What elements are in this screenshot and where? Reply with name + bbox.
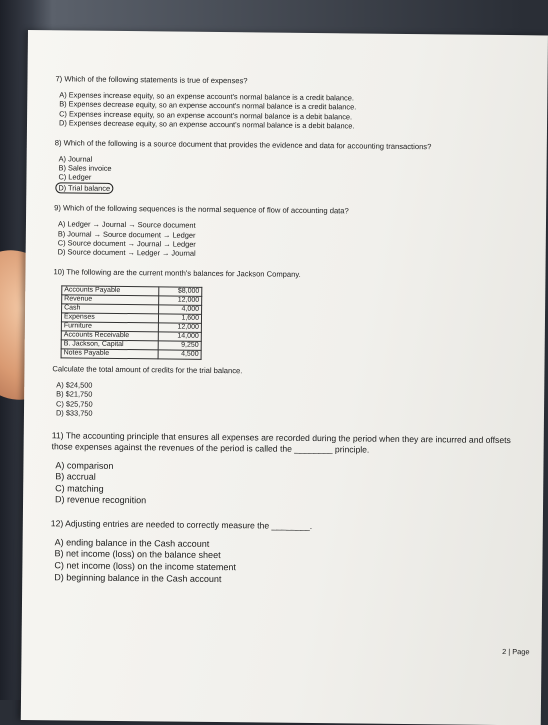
question-text: 11) The accounting principle that ensures all expenses are recorded during the period when they are incurred and offsets those expenses against the revenues of the period is called the ________ principle.	[51, 429, 511, 455]
option-b: B) Journal → Source document → Ledger	[57, 228, 196, 240]
account-name: Expenses	[61, 313, 158, 323]
option-a: A) ending balance in the Cash account	[54, 537, 210, 549]
account-name: Notes Payable	[61, 349, 158, 359]
account-amount: 4,500	[158, 350, 201, 359]
option-d: D) beginning balance in the Cash account	[54, 571, 222, 584]
question-text: 10) The following are the current month's balances for Jackson Company.	[53, 267, 301, 279]
option-b: B) $21,750	[56, 389, 93, 399]
option-d: D) Source document → Ledger → Journal	[57, 247, 196, 259]
question-10	[52, 267, 524, 423]
account-amount: 1,600	[158, 314, 201, 323]
account-amount: 9,250	[158, 341, 201, 350]
account-amount: 14,000	[158, 332, 201, 341]
paper-sheet	[21, 30, 548, 725]
account-name: Cash	[62, 304, 159, 314]
question-prompt: Calculate the total amount of credits for the trial balance.	[52, 364, 243, 376]
account-name: Accounts Payable	[62, 286, 159, 296]
exam-content	[50, 74, 525, 598]
account-amount: 12,000	[158, 323, 201, 332]
option-c: C) Expenses increase equity, so an expense account's normal balance is a debit balance.	[59, 109, 353, 122]
option-a: A) $24,500	[56, 380, 93, 390]
page-number: 2 | Page	[502, 646, 530, 657]
question-text: 7) Which of the following statements is true of expenses?	[55, 74, 248, 86]
question-text: 9) Which of the following sequences is the normal sequence of flow of accounting data?	[54, 203, 349, 216]
question-9	[54, 204, 525, 263]
option-a: A) comparison	[55, 459, 114, 471]
option-d: D) revenue recognition	[55, 494, 147, 506]
account-name: Accounts Receivable	[61, 331, 158, 341]
option-b: B) net income (loss) on the balance sheet	[54, 548, 221, 561]
option-a: A) Expenses increase equity, so an expense account's normal balance is a credit balance.	[59, 90, 354, 103]
account-name: Revenue	[62, 295, 159, 305]
question-12	[50, 518, 521, 588]
option-c: C) Ledger	[58, 172, 92, 183]
question-11	[51, 430, 522, 511]
question-8	[54, 138, 525, 199]
option-a: A) Ledger → Journal → Source document	[57, 219, 196, 231]
account-name: B. Jackson, Capital	[61, 340, 158, 350]
question-7	[55, 74, 526, 133]
question-text: 8) Which of the following is a source document that provides the evidence and data for accounting transactions?	[54, 137, 432, 151]
option-d: D) $33,750	[55, 408, 93, 418]
account-amount: $8,000	[159, 287, 202, 296]
option-b: B) Expenses decrease equity, so an expense account's normal balance is a credit balance.	[59, 99, 357, 112]
account-amount: 4,000	[159, 305, 202, 314]
option-c: C) matching	[55, 482, 104, 494]
option-a: A) Journal	[58, 153, 93, 164]
account-amount: 12,000	[159, 296, 202, 305]
option-d: D) Expenses decrease equity, so an expense account's normal balance is a debit balance.	[58, 118, 355, 131]
option-b: B) Sales invoice	[58, 163, 112, 173]
option-c: C) net income (loss) on the income statement	[54, 560, 237, 573]
option-c: C) Source document → Journal → Ledger	[57, 238, 196, 249]
question-text: 12) Adjusting entries are needed to correctly measure the ________.	[50, 518, 313, 531]
table-row	[61, 349, 201, 359]
option-b: B) accrual	[55, 471, 96, 482]
account-name: Furniture	[61, 322, 158, 332]
balances-table	[61, 285, 203, 359]
option-c: C) $25,750	[56, 399, 93, 409]
circled-answer: D) Trial balance	[55, 182, 113, 194]
